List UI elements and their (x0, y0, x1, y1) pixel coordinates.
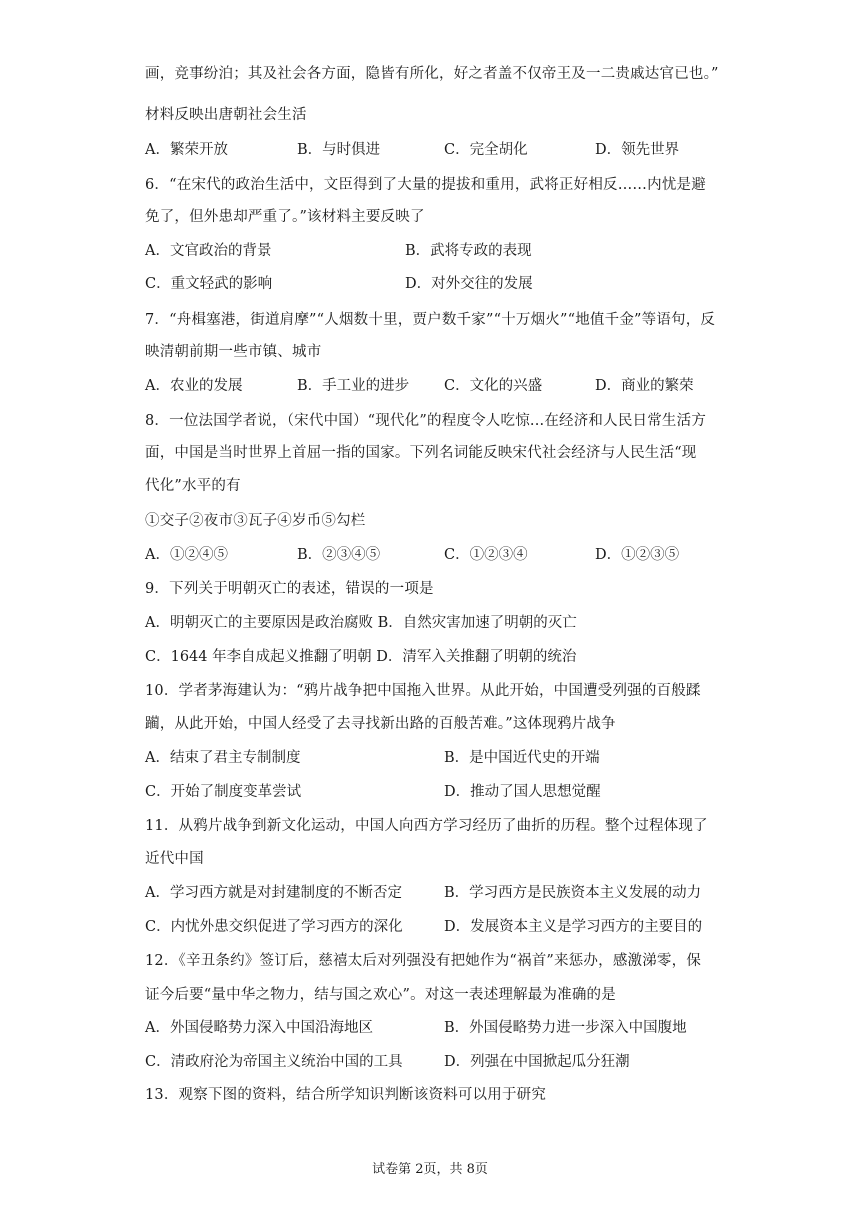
q8-option-c: C．①②③④ (444, 547, 528, 563)
q11-stem-line-1: 11．从鸦片战争到新文化运动，中国人向西方学习经历了曲折的历程。整个过程体现了 (145, 818, 708, 834)
q7-option-d: D．商业的繁荣 (595, 378, 694, 394)
page-footer: 试卷第 2页，共 8页 (372, 1162, 488, 1177)
q8-stem-line-4: ①交子②夜市③瓦子④岁币⑤勾栏 (145, 513, 366, 529)
q12-option-d: D．列强在中国掀起瓜分狂潮 (444, 1054, 630, 1070)
q8-option-a: A．①②④⑤ (145, 547, 228, 563)
q12-stem-line-1: 12．《辛丑条约》签订后，慈禧太后对列强没有把她作为“祸首”来惩办，感激涕零，保 (145, 953, 702, 969)
q10-option-a: A．结束了君主专制制度 (145, 750, 301, 766)
q11-option-c: C．内忧外患交织促进了学习西方的深化 (145, 919, 403, 935)
q8-stem-line-1: 8．一位法国学者说，（宋代中国）“现代化”的程度令人吃惊...在经济和人民日常生活方 (145, 413, 707, 429)
q5-stem-line-1: 画，竞事纷泊；其及社会各方面，隐皆有所化，好之者盖不仅帝王及一二贵戚达官已也。” (145, 66, 719, 82)
q12-option-b: B．外国侵略势力进一步深入中国腹地 (444, 1020, 687, 1036)
q7-stem-line-1: 7．“舟楫塞港，街道肩摩”“人烟数十里，贾户数千家”“十万烟火”“地值千金”等语句，反 (145, 312, 716, 328)
q10-option-c: C．开始了制度变革尝试 (145, 784, 302, 800)
q7-option-a: A．农业的发展 (145, 378, 243, 394)
q6-option-a: A．文官政治的背景 (145, 243, 272, 259)
q11-stem-line-2: 近代中国 (145, 851, 204, 867)
q8-option-d: D．①②③⑤ (595, 547, 680, 563)
q6-option-c: C．重文轻武的影响 (145, 276, 273, 292)
q10-option-b: B．是中国近代史的开端 (444, 750, 600, 766)
q8-stem-line-2: 面，中国是当时世界上首屈一指的国家。下列名词能反映宋代社会经济与人民生活“现 (145, 445, 697, 461)
q6-option-d: D．对外交往的发展 (405, 276, 533, 292)
q8-option-b: B．②③④⑤ (297, 547, 381, 563)
q5-option-d: D．领先世界 (595, 142, 680, 158)
q5-stem-line-2: 材料反映出唐朝社会生活 (145, 107, 307, 123)
q9-options-ab: A．明朝灭亡的主要原因是政治腐败 B．自然灾害加速了明朝的灭亡 (145, 615, 577, 631)
q8-stem-line-3: 代化”水平的有 (145, 478, 241, 494)
q11-option-b: B．学习西方是民族资本主义发展的动力 (444, 885, 702, 901)
q6-option-b: B．武将专政的表现 (405, 243, 532, 259)
q11-option-d: D．发展资本主义是学习西方的主要目的 (444, 919, 703, 935)
q12-stem-line-2: 证今后要“量中华之物力，结与国之欢心”。对这一表述理解最为准确的是 (145, 987, 616, 1003)
q12-option-c: C．清政府沦为帝国主义统治中国的工具 (145, 1054, 403, 1070)
q7-option-b: B．手工业的进步 (297, 378, 410, 394)
q6-stem-line-2: 免了，但外患却严重了。”该材料主要反映了 (145, 209, 425, 225)
q10-stem-line-2: 躏，从此开始，中国人经受了去寻找新出路的百般苦难。”这体现鸦片战争 (145, 716, 616, 732)
q7-stem-line-2: 映清朝前期一些市镇、城市 (145, 344, 322, 360)
q13-stem: 13．观察下图的资料，结合所学知识判断该资料可以用于研究 (145, 1087, 547, 1103)
q9-options-cd: C．1644 年李自成起义推翻了明朝 D．清军入关推翻了明朝的统治 (145, 649, 577, 665)
q5-option-c: C．完全胡化 (444, 142, 528, 158)
q6-stem-line-1: 6．“在宋代的政治生活中，文臣得到了大量的提拔和重用，武将正好相反……内忧是避 (145, 177, 706, 193)
q5-option-a: A．繁荣开放 (145, 142, 228, 158)
q5-option-b: B．与时俱进 (297, 142, 381, 158)
q7-option-c: C．文化的兴盛 (444, 378, 543, 394)
q10-stem-line-1: 10．学者茅海建认为：“鸦片战争把中国拖入世界。从此开始，中国遭受列强的百般蹂 (145, 683, 701, 699)
q11-option-a: A．学习西方就是对封建制度的不断否定 (145, 885, 402, 901)
q9-stem: 9．下列关于明朝灭亡的表述，错误的一项是 (145, 581, 434, 597)
q10-option-d: D．推动了国人思想觉醒 (444, 784, 601, 800)
q12-option-a: A．外国侵略势力深入中国沿海地区 (145, 1020, 373, 1036)
